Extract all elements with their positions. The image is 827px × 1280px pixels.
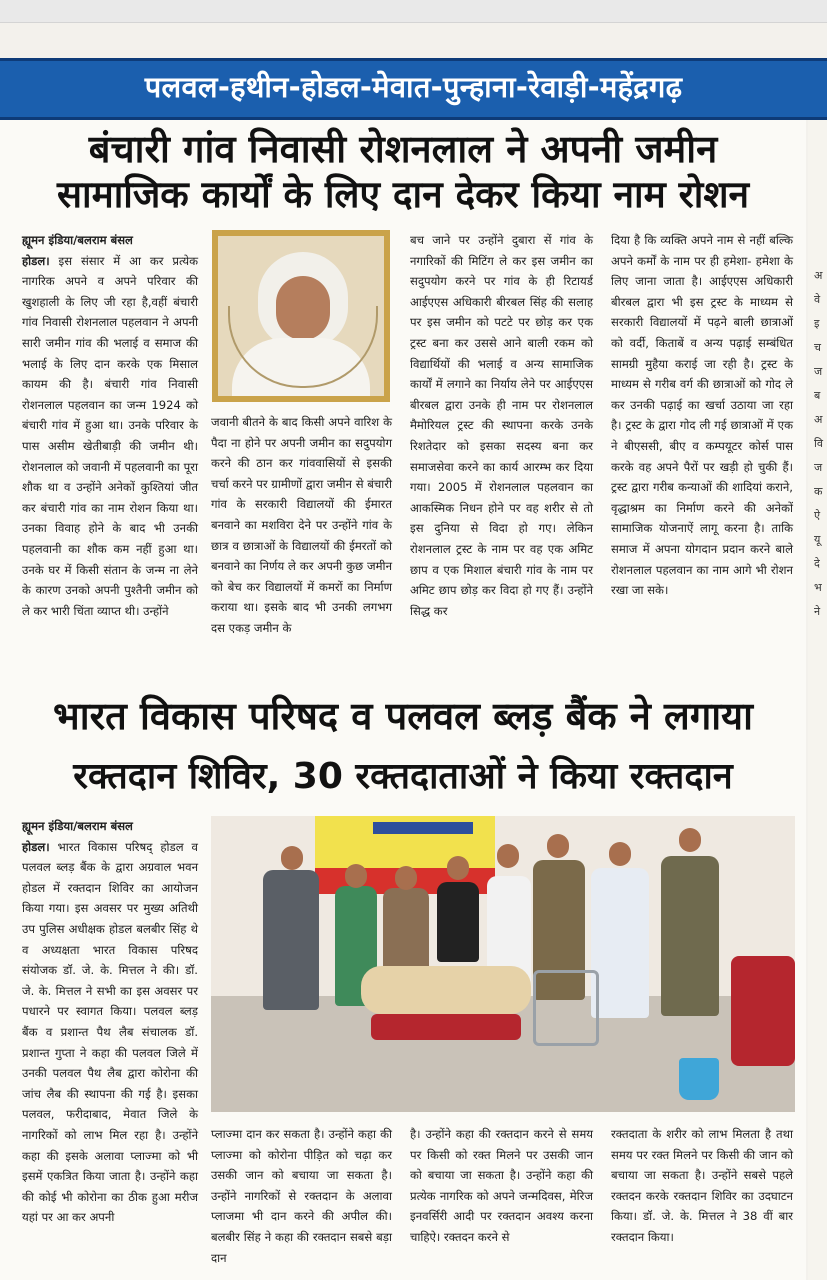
story2-column-4 <box>611 1124 793 1248</box>
story1-column-3 <box>410 230 593 621</box>
story1-col1-text: इस संसार में आ कर प्रत्येक नागरिक अपने व अपने परिवार की खुशहाली के लिए जी रहा है,वहीं बंचारी गांव निवासी रोशनलाल पहलवान ने अपनी सारी जमीन गांव की भलाई व समाज की भलाई के लिए दान करके एक मिसाल कायम की है। बंचारी गांव निवासी रोशनलाल पहलवान का जन्म 1924 को बंचारी गांव में हुआ था। उनके परिवार के पास असीम खेतीबाड़ी की जमीन थी। रोशनलाल को जवानी में पहलवानी का पूरा शौक था व उन्होंने अनेकों कुश्तियां जीत कर बंचारी गांव का नाम रोशन किया था। उनका विवाह होने के बाद भी उनकी पहलवानी का शौक कम नहीं हुआ था। उनके घर में किसी संतान के जन्म ना लेने के कारण उनको अपनी पुश्तैनी जमीन को ले कर भारी चिंता व्याप्त थी। उन्होंने <box>22 253 198 618</box>
edge-char: ऐ <box>814 509 821 522</box>
edge-char: ज <box>814 365 823 378</box>
story2-headline-line2: रक्तदान शिविर, 30 रक्तदाताओं ने किया रक्तदान <box>73 756 733 797</box>
story2-column-1 <box>22 816 198 1228</box>
edge-char: दे <box>814 557 820 570</box>
story1-byline: ह्यूमन इंडिया/बलराम बंसल <box>22 233 133 247</box>
story1-col4-text: दिया है कि व्यक्ति अपने नाम से नहीं बल्कि अपने कर्मों के नाम पर ही हमेशा- हमेशा के लिए जाना जाता है। आईएएस अधिकारी बीरबल द्वारा भी इस ट्रस्ट के माध्यम से सरकारी विद्यालयों में पढ़ने बाली छात्राओं को वर्दी, किताबें व अन्य पढ़ाई सम्बंधित सामग्री मुहैया कराई जा रही है। ट्रस्ट के माध्यम से गरीब वर्ग की छात्राओं को गोद ले कर उनकी पढ़ाई का खर्चा उठाया जा रहा है। ट्रस्ट के द्वारा गोद ली गई छात्राओं में एक ने बीएससी, बीए व कम्पयूटर कोर्स पास करके वह अपने पैरों पर खड़ी हो चुकी हैं। ट्रस्ट द्वारा गरीब कन्याओं की शादियां कराने, वृद्धाश्रम का निर्माण करने की अनेकों सामाजिक योजनाऐं लागू करना है। ताकि समाज में अपना योगदान प्रदान करने बाले रोशनलाल पहलवान का नाम आगे भी रोशन रखा जा सके। <box>611 233 793 598</box>
edge-char: यू <box>814 533 821 546</box>
edge-char: अ <box>814 413 823 426</box>
section-banner <box>0 58 827 120</box>
story2-byline: ह्यूमन इंडिया/बलराम बंसल <box>22 819 133 833</box>
story2-col1-text: भारत विकास परिषद् होडल व पलवल ब्लड़ बैंक के द्वारा अग्रवाल भवन होडल में रक्तदान शिविर का आयोजन किया गया। इस अवसर पर मुख्य अतिथी उप पुलिस अधीक्षक होडल बलबीर सिंह थे व अध्यक्षता भारत विकास परिषद संयोजक डॉ. जे. के. मित्तल ने की। डॉ. जे. के. मित्तल ने सभी का इस अवसर पर पधारने पर स्वागत किया। पलवल ब्लड़ बैंक व प्रशान्त पैथ लैब संचालक डॉ. प्रशान्त गुप्ता ने कहा की पलवल जिले में उनकी पलवल पैथ लैब द्वारा कोरोना की जांच लैब की स्थापना की गई है। इसका पलवल, फरीदाबाद, मेवात जिले के नागरिकों को लाभ मिल रहा है। उन्होंने कहा की इसके अलावा प्लाज्मा को भी इसमें एकत्रित किया जाता है। उन्होंने कहा की कोई भी कोरोना का ठीक हुआ मरीज यहां पर आ कर अपनी <box>22 839 199 1225</box>
story1-col3-text: बच जाने पर उन्होंने दुबारा सें गांव के नगारिकों की मिटिंग ले कर इस जमीन का सदुपयोग करने पर गांव के ही रिटायर्ड आईएएस अधिकारी बीरबल सिंह की सलाह पर इस जमीन को पटटे पर छोड़ कर एक ट्रस्ट बना कर उससे आने बाली रकम को विद्यार्थियों की भलाई व अन्य सामाजिक कार्यों में लगाने का निर्याय लेने पर आईएएस बीरबल द्वारा उनके ही नाम पर रोशनलाल मैमोरियल ट्रस्ट की स्थापना करके उनके रिशतेदार को इसका सदस्य बना कर समाजसेवा करने का कार्य आरम्भ कर दिया गया। 2005 में रोशनलाल पहलवान का आकस्मिक निधन होने पर वह शरीर से तो इस दुनिया से विदा हो गए। लेकिन रोशनलाल ट्रस्ट के नाम पर वह एक अमिट छाप व एक मिशाल बंचारी गांव के नाम पर अमिट छाप छोड़ कर विदा हो गए हैं। उन्होंने सिद्ध कर <box>410 233 593 618</box>
edge-char: अ <box>814 269 823 282</box>
story1-headline-line2: सामाजिक कार्यों के लिए दान देकर किया नाम रोशन <box>56 173 750 216</box>
story2-column-2 <box>211 1124 392 1268</box>
edge-char: भ <box>814 581 822 594</box>
story2-col4-text: रक्तदाता के शरीर को लाभ मिलता है तथा समय पर रक्त मिलने पर किसी की जान को बचाया जा सकता है। उन्होंने सबसे पहले रक्तदन करके रक्तदान शिविर का उदघाटन किया। डॉ. जे. के. मित्तल ने 38 वीं बार रक्तदान किया। <box>611 1127 793 1244</box>
story2-dateline: होडल। <box>22 839 50 854</box>
story2-col2-text: प्लाज्मा दान कर सकता है। उन्होंने कहा की प्लाज्मा को कोरोना पीड़ित को चढ़ा कर उसकी जान को बचाया जा सकता है। उन्होंने नागरिकों से रक्तदान के अलावा प्लाजमा भी दान करने की अपील की। बलबीर सिंह ने कहा की रक्तदान सबसे बड़ा दान <box>211 1127 392 1265</box>
edge-char: ने <box>814 605 821 618</box>
story1-col2-text: जवानी बीतने के बाद किसी अपने वारिश के पैदा ना होने पर अपनी जमीन का सदुपयोग करने की ठान कर गांववासियों से इसकी चर्चा करने पर ग्रामीणों द्वारा जमीन से बंचारी गांव के सरकारी विद्यालयों की ईमारत बनवाने का मशविरा देने पर उन्होंने गांव के छात्र व छात्राओं के विद्यालयों की ईमरतों को बनवाने का निर्णय ले कर अपनी कुछ जमीन को बेच कर विद्यालयों में कमरों का निर्माण कराया था। इसके बाद भी उनकी लगभग दस एकड़ जमीन के <box>211 415 392 635</box>
edge-char: ज <box>814 461 823 474</box>
edge-char: इ <box>814 317 820 330</box>
edge-char: क <box>814 485 823 498</box>
story1-column-4 <box>611 230 793 601</box>
story1-column-1 <box>22 230 198 621</box>
banner-title: पलवल-हथीन-होडल-मेवात-पुन्हाना-रेवाड़ी-महेंद्रगढ़ <box>144 70 683 104</box>
portrait-photo <box>212 230 390 402</box>
story1-dateline: होडल। <box>22 253 50 268</box>
edge-char: च <box>814 341 821 354</box>
adjacent-column-edge <box>808 120 827 1280</box>
blood-donation-camp-photo <box>211 816 795 1112</box>
edge-char: वे <box>814 293 821 306</box>
story2-col3-text: है। उन्होंने कहा की रक्तदान करने से समय पर किसी को रक्त मिलने पर उसकी जान को बचाया जा सकता है। उन्होंने कहा की प्रत्येक नागरिक को अपने जन्मदिवस, मेरिज इनवर्सिरी आदी पर रक्तदान अवश्य करना चाहिऐ। रक्तदन करने से <box>410 1127 593 1244</box>
top-strip <box>0 0 827 23</box>
story1-column-2 <box>211 412 392 639</box>
edge-char: ब <box>814 389 821 402</box>
story2-column-3 <box>410 1124 593 1248</box>
edge-char: वि <box>814 437 823 450</box>
story2-headline-line1: भारत विकास परिषद व पलवल ब्लड़ बैंक ने लगाया <box>53 694 753 738</box>
story1-headline-line1: बंचारी गांव निवासी रोशनलाल ने अपनी जमीन <box>88 127 718 171</box>
